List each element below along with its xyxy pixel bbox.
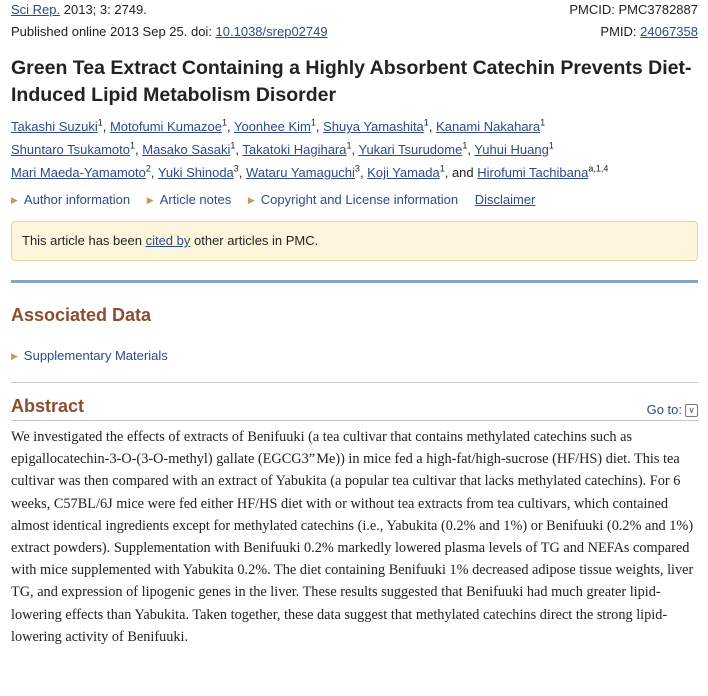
associated-data-section bbox=[11, 283, 698, 365]
journal-link[interactable]: Sci Rep. bbox=[11, 2, 61, 17]
pmid bbox=[600, 23, 698, 41]
author-affiliation: 1 bbox=[230, 140, 236, 151]
pmcid: PMCID: PMC3782887 bbox=[569, 2, 698, 17]
author-link[interactable]: Koji Yamada bbox=[367, 165, 440, 180]
author-link[interactable]: Masako Sasaki bbox=[142, 142, 231, 157]
citation-row bbox=[11, 0, 698, 23]
published-info bbox=[11, 23, 328, 41]
triangle-right-icon: ▶ bbox=[247, 195, 255, 205]
author-affiliation: 3 bbox=[354, 163, 360, 174]
author-link[interactable]: Takatoki Hagihara bbox=[242, 142, 347, 157]
triangle-right-icon: ▶ bbox=[11, 195, 18, 205]
article-info-links bbox=[11, 191, 698, 209]
journal-citation bbox=[11, 1, 147, 23]
and-text: and bbox=[451, 165, 474, 180]
author-affiliation: 1 bbox=[548, 140, 554, 151]
published-text: Published online 2013 Sep 25. doi: bbox=[11, 24, 216, 39]
article-notes-toggle[interactable]: ▶ Article notes bbox=[146, 192, 232, 207]
author-affiliation: 1 bbox=[439, 163, 445, 174]
author-link[interactable]: Motofumi Kumazoe bbox=[109, 119, 222, 134]
abstract-header bbox=[11, 394, 698, 420]
section-divider bbox=[11, 420, 698, 421]
abstract-heading: Abstract bbox=[11, 396, 85, 416]
author-list: Takashi Suzuki$^1$, Motofumi Kumazoe$^1$, Yoonhee Kim$^1$, Shuya Yamashita$^1$, Kanami Nakahara$^1$ Shuntaro Tsukamoto$^1$, Masako Sasaki$^1$, Takatoki Hagihara$^1$, Yukari Tsurudome$^1$, Yuhui Huang$^1$ Mari Maeda-Yamamoto$^2$, Yuki Shinoda$^3$, Wataru Yamaguchi$^3$, Koji Yamada$^1$, and Hirofumi Tachibana$^{a,1,4}$ bbox=[11, 117, 609, 180]
go-to-menu[interactable]: Go to: ∨ bbox=[647, 402, 698, 417]
associated-data-heading: Associated Data bbox=[11, 305, 152, 325]
triangle-right-icon: ▶ bbox=[146, 195, 154, 205]
cited-by-link[interactable]: cited by bbox=[145, 233, 191, 248]
author-link[interactable]: Yuhui Huang bbox=[474, 142, 549, 157]
supplementary-materials-toggle[interactable]: ▶ Supplementary Materials bbox=[11, 348, 168, 363]
author-affiliation: 1 bbox=[540, 117, 546, 128]
author-link[interactable]: Shuntaro Tsukamoto bbox=[11, 142, 130, 157]
author-information-toggle[interactable]: ▶ Author information bbox=[11, 192, 131, 207]
chevron-down-icon: ∨ bbox=[685, 404, 698, 417]
author-affiliation: 3 bbox=[233, 163, 239, 174]
author-link[interactable]: Mari Maeda-Yamamoto bbox=[11, 165, 146, 180]
doi-link[interactable]: 10.1038/srep02749 bbox=[215, 24, 328, 39]
author-link[interactable]: Wataru Yamaguchi bbox=[246, 165, 355, 180]
cited-by-notice: This article has been cited by other articles in PMC. bbox=[11, 221, 698, 261]
pmid-label: PMID: bbox=[600, 24, 641, 39]
author-affiliation: 1 bbox=[462, 140, 468, 151]
author-link[interactable]: Yuki Shinoda bbox=[157, 165, 234, 180]
pmid-link[interactable]: 24067358 bbox=[640, 24, 698, 39]
author-affiliation: 1 bbox=[346, 140, 352, 151]
triangle-right-icon: ▶ bbox=[11, 351, 18, 361]
article-title: Green Tea Extract Containing a Highly Absorbent Catechin Prevents Diet-Induced Lipid Metabolism Disorder bbox=[11, 57, 692, 106]
published-row bbox=[11, 23, 698, 41]
author-affiliation: 2 bbox=[145, 163, 151, 174]
author-affiliation: a,1,4 bbox=[588, 163, 609, 174]
author-link[interactable]: Shuya Yamashita bbox=[323, 119, 424, 134]
disclaimer-link[interactable]: Disclaimer bbox=[474, 192, 536, 207]
author-affiliation: 1 bbox=[97, 117, 103, 128]
abstract-text: We investigated the effects of extracts of Benifuuki (a tea cultivar that contains methylated catechins such as epigallocatechin-3-O-(3-O-methyl) gallate (EGCG3” Me)) in mice fed a high-fat/high-sucrose (HF/HS) diet. This tea cultivar was then compared with an extract of Yabukita (a popular tea cultivar that lacks methylated catechins). For 6 weeks, C57BL/6J mice were fed either HF/HS diet with or without tea extracts from tea cultivars, which contained almost identical ingredients except for methylated catechins (i.e., Yabukita (0.2% and 1%) or Benifuuki (0.2% and 1%) extract powders). Supplementation with Benifuuki 0.2% markedly lowered plasma levels of TG and NEFAs compared with mice supplemented with Yabukita 0.2%. The diet containing Benifuuki 1% decreased adipose tissue weights, liver TG, and expression of lipogenic genes in the liver. These results suggested that Benifuuki had much greater lipid-lowering effects than Yabukita. Taken together, these data suggest that methylated catechins direct the strong lipid-lowering activity of Benifuuki. bbox=[11, 429, 694, 645]
copyright-toggle[interactable]: ▶ Copyright and License information bbox=[247, 192, 459, 207]
citation-details: 2013; 3: 2749. bbox=[60, 2, 147, 17]
author-link[interactable]: Yukari Tsurudome bbox=[358, 142, 463, 157]
author-affiliation: 1 bbox=[221, 117, 227, 128]
author-link[interactable]: Yoonhee Kim bbox=[233, 119, 311, 134]
author-affiliation: 1 bbox=[423, 117, 429, 128]
author-link[interactable]: Hirofumi Tachibana bbox=[477, 165, 589, 180]
author-link[interactable]: Kanami Nakahara bbox=[436, 119, 541, 134]
section-divider bbox=[11, 382, 698, 383]
author-affiliation: 1 bbox=[130, 140, 136, 151]
author-affiliation: 1 bbox=[310, 117, 316, 128]
author-link[interactable]: Takashi Suzuki bbox=[11, 119, 98, 134]
